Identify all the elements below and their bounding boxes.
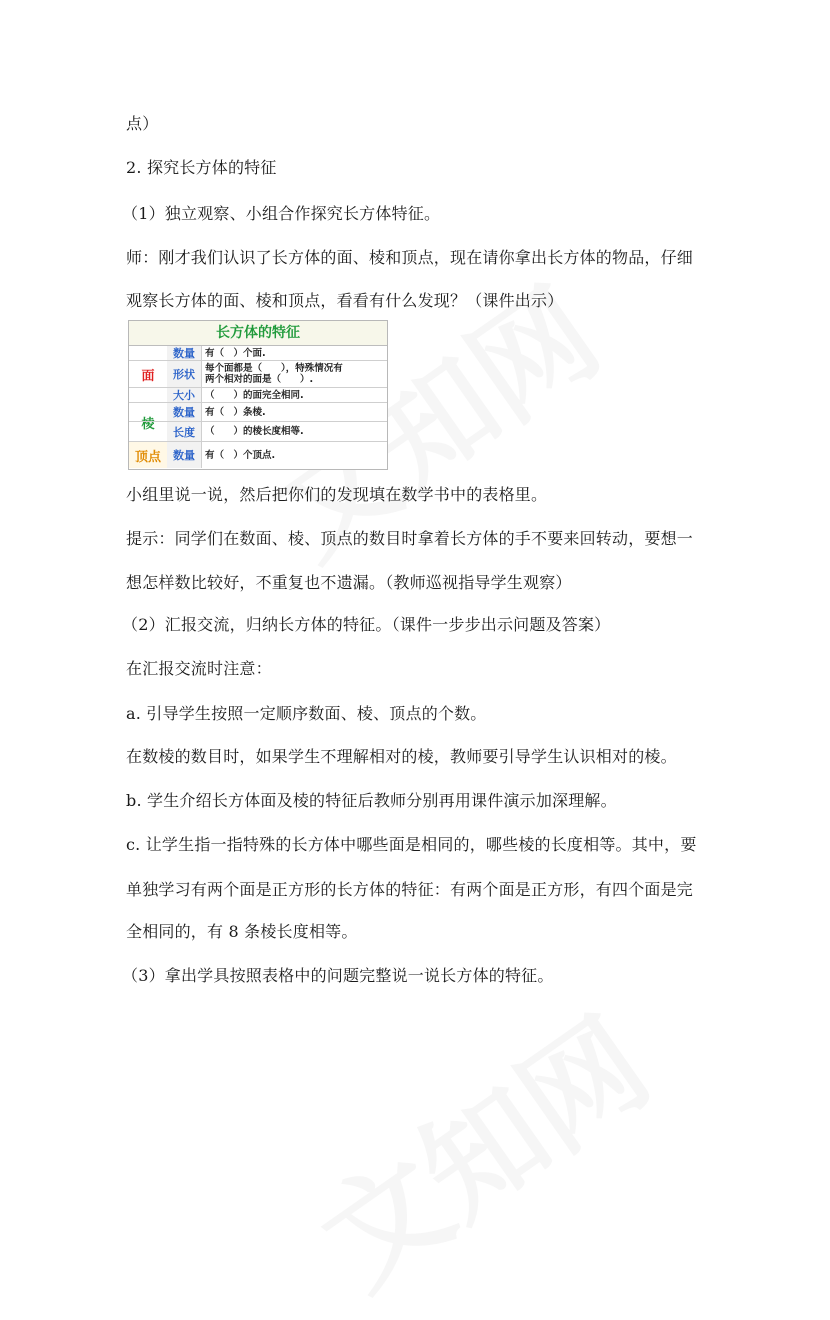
text-line-5: 观察长方体的面、棱和顶点，看看有什么发现？（课件出示） bbox=[126, 291, 564, 310]
cuboid-features-table bbox=[128, 320, 388, 470]
watermark-bottom bbox=[283, 972, 677, 1319]
group-vertex-label: 顶点 bbox=[129, 442, 168, 468]
table-title: 长方体的特征 bbox=[129, 321, 387, 346]
table-row bbox=[129, 403, 387, 422]
text-line-9: （2）汇报交流，归纳长方体的特征。（课件一步步出示问题及答案） bbox=[122, 615, 611, 634]
row-sub-label: 数量 bbox=[167, 403, 202, 421]
text-line-10: 在汇报交流时注意： bbox=[126, 659, 272, 678]
text-line-16: 全相同的，有 8 条棱长度相等。 bbox=[126, 922, 358, 941]
text-line-13: b. 学生介绍长方体面及棱的特征后教师分别再用课件演示加深理解。 bbox=[126, 791, 617, 810]
text-line-4: 师：刚才我们认识了长方体的面、棱和顶点，现在请你拿出长方体的物品，仔细 bbox=[126, 248, 694, 267]
text-line-7: 提示：同学们在数面、棱、顶点的数目时拿着长方体的手不要来回转动，要想一 bbox=[126, 529, 694, 548]
row-sub-label: 大小 bbox=[167, 388, 202, 402]
row-text: （ ）的棱长度相等. bbox=[205, 426, 304, 437]
text-line-1: 点） bbox=[126, 114, 159, 133]
text-line-3: （1）独立观察、小组合作探究长方体特征。 bbox=[122, 204, 441, 223]
section-heading: 2. 探究长方体的特征 bbox=[126, 158, 277, 177]
table-row bbox=[129, 422, 387, 442]
table-row bbox=[129, 442, 387, 468]
table-row bbox=[129, 361, 387, 388]
table-row bbox=[129, 388, 387, 403]
group-face-label: 面 bbox=[129, 346, 168, 402]
row-sub-label: 数量 bbox=[167, 442, 202, 468]
text-line-12: 在数棱的数目时，如果学生不理解相对的棱，教师要引导学生认识相对的棱。 bbox=[126, 747, 677, 766]
table-row bbox=[129, 346, 387, 361]
row-text-part1: 每个面都是（ ），特殊情况有 bbox=[205, 363, 343, 374]
row-text bbox=[205, 361, 383, 387]
text-line-11: a. 引导学生按照一定顺序数面、棱、顶点的个数。 bbox=[126, 704, 487, 723]
text-line-15: 单独学习有两个面是正方形的长方体的特征：有两个面是正方形，有四个面是完 bbox=[126, 880, 694, 899]
row-sub-label: 形状 bbox=[167, 361, 202, 387]
row-text: 有（ ）个顶点. bbox=[205, 449, 276, 461]
text-line-17: （3）拿出学具按照表格中的问题完整说一说长方体的特征。 bbox=[122, 966, 554, 985]
row-sub-label: 长度 bbox=[167, 422, 202, 441]
row-text: （ ）的面完全相同. bbox=[205, 389, 304, 401]
text-line-14: c. 让学生指一指特殊的长方体中哪些面是相同的，哪些棱的长度相等。其中，要 bbox=[126, 835, 697, 854]
group-edge-label: 棱 bbox=[129, 403, 168, 441]
row-text: 有（ ）条棱. bbox=[205, 406, 266, 418]
row-sub-label: 数量 bbox=[167, 346, 202, 360]
row-text: 有（ ）个面. bbox=[205, 347, 266, 359]
row-text-part2: 两个相对的面是（ ）. bbox=[205, 374, 314, 385]
text-line-8: 想怎样数比较好，不重复也不遗漏。（教师巡视指导学生观察） bbox=[126, 573, 572, 592]
text-line-6: 小组里说一说，然后把你们的发现填在数学书中的表格里。 bbox=[126, 485, 548, 504]
